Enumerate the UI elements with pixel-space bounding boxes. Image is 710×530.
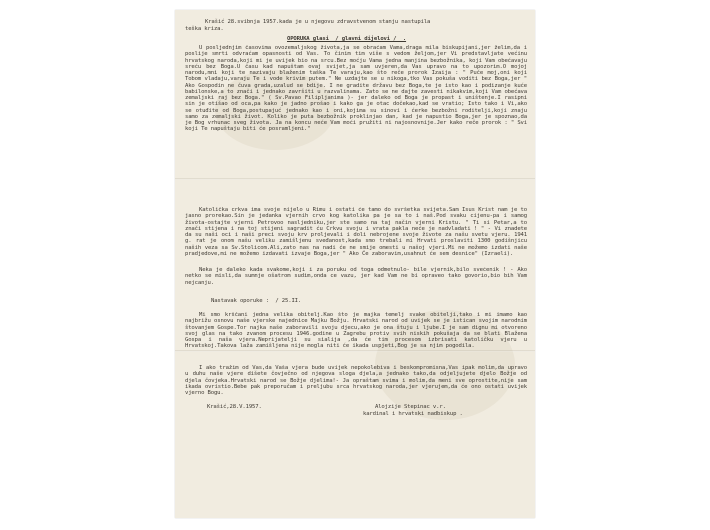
- document-heading: OPORUKA glasi / glavni dijelovi / .: [287, 36, 407, 42]
- paragraph-warning: Neka je daleko kada svakome,koji i za poruku od toga odmetnulo- bile vjernik,bilo svećenik ! - Ako netko se misli,da sumnje ošatrom sudim,onda ce vazu, jer kad Vam ne bi opraveo tako govorio,bio bih Vam nejcanju.: [185, 267, 527, 286]
- opening-line: teška kriza.: [185, 26, 224, 32]
- opening-line: Krašić 28.svibnja 1957.kada je u njegovu zdravstvenom stanju nastupila: [205, 19, 431, 25]
- paragraph-forgiveness: I ako tražim od Vas,da Vaša vjera bude uvijek nepokolebiva i beskompromisna,Vas ipak molim,da upravo u duhu naše vjere dišete čovječno od njegova sloga djela,a jednako tako,da odjeljujete djelo Božje od djela čovjeka.Hrvatski narod se Božje djelima!- Ja opraštam svima i molim,da meni sve oprostite,nije sam ikada ovristio.Bebe pak preporučam i preljubu srca hrvatskog naroda,jer vjerujem,da će ono ostati uvijek vjerno Bogu.: [185, 365, 527, 396]
- signature-title: kardinal i hrvatski nadbiskup .: [363, 411, 463, 417]
- paragraph-intro: U posljednjim časovima ovozemaljskog života,ja se obraćam Vama,draga mila biskupijani,jer želim,da i poslije smrti odvraćam opasnosti od Vas. To činim tim više s vedom željom,jer Vi predstavljate većinu hrvatskog naroda,koji mi je uvijek bio na srcu.Bez moćju Vama jedna manjina bezbožnika, koji Vam obećavaju sreću bez Boga.U času kad napuštam ovaj svijet,ja sam uvjeren,da Vas upravo na to upozorim.O mojoj narodu,mni koji te nazivaju blaženim taška Te varaju,kao što reče prorok Izaija : " Puče moj,oni koji Tobom vladaju,varaju Te i vode krivim putem." Ne uzdajte se u nikoga,tko Vas pokuša voditi bez Boga,jer " Ako Gospodin ne čuva grada,uzalud se bdije. I ne gradite državu bez Boga,te je isto kao i podizanje kuće babilonske,a to znači i jednako završiti u razvalinama. Zato se ne dajte zavesti nikakvim,koji Vam obećava zemaljski raj bez Boga." ( Sv.Pavao Filipljanima )- jer daleko od Boga je propast i uništenje.I rasipni sin je otišao od oca,pa kako je jadno prošao i kako ga je otac dočekao,kad se vratio; Isto tako i Vi,ako se otuđite od Boga,postupajuć jednako kao i oni,kojima su sinovi i ćerke bezbožni roditelji,koji znaju samo za zemaljski život. Koliko je puta bezbožnik proklinjao dan, kad je napustio Boga,jer je spoznao,da je Bog vrhunac sveg života. Ja na koncu neće Vam moći pružiti ni najosnovnije.Jer kako reče prorok : " Svi koji Te napuštaju biti će posramljeni.": [185, 45, 527, 133]
- paragraph-church: Katolička crkva ima svoje nijelo u Rimu i ostati će tamo do svršetka svijeta.Sam Isus Krist nam je to jasno prorekao.Sin je jedanka vjernih crvo kog katolika pa je sa to i naš.Pod svaku cijenu-pa i samog života-ostajte vjerni Petrovoo nasljedniku,jer ste samo na taj način vjerni Kristu. " Ti si Petar,a to znači stijena i na toj stijeni sagradit ću Crkvu svoju i vrata pakla neće je nadvladati ! " - Vi znadete da su naši oci i naši preci svoju krv proljevali i doli nebrojene svoje živote za našu svetu vjeru. 1941 g. rat je onom našu veliku zamišljenu sveđanost,kada smo trebali mi Hrvati proslaviti 1300 godišnjicu naših veza sa Sv.Stolicom.Ali,zato nas na nadi će ne smije omesti u našoj vjeri.Mi ne možemo izdati naše pradjedove,mi ne možemo izdavati izvaje Boga,jer " Ako Će zaboravim,usahnut će sem desnice" (Izraeli).: [185, 207, 527, 257]
- signature-name: Alojzije Stepinac v.r.: [375, 404, 446, 410]
- paragraph-family: Mi smo krščani jedna velika obitelj.Kao što je majka temelj svake obitelji,tako i mi imamo kao najbrižu osnovu naše vjerske najednice Majku Božju. Hrvatski narod od uvijek se je istican svojim narodnim štovanjem Gospe.Tor najka naše zaboravili svoju djecu,ako je ona štuju i ljube.I je sam dignu mi otvoreno svoj glas na tako zvanom procesu 1946.godine u Zagrebu protiv svih niskih pokušaja da se blati Blažena Gospa i naša vjera.Neprijatelji su sialija ,da će tim procesom izbrisati katoličku vjeru u Hrvatskoj.Takova laža zamišljena nije mogla niti će ikada uspjeti,Bog je sa njim pogodila.: [185, 312, 527, 350]
- document-page: [175, 10, 535, 518]
- continuation-label: Nastavak oporuke : / 25.II.: [211, 298, 302, 304]
- place-date: Krašić,28.V.1957.: [207, 404, 262, 410]
